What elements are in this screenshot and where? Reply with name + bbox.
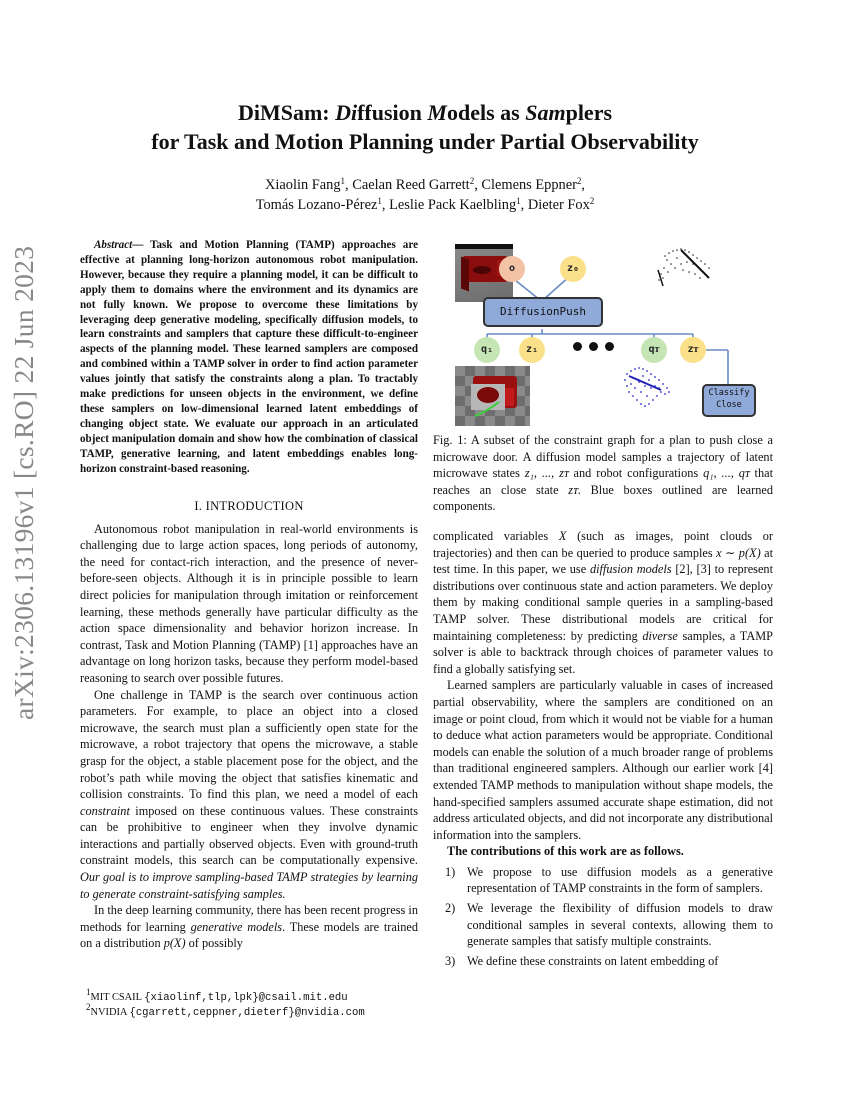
abstract	[80, 238, 418, 477]
author-name: Clemens Eppner	[481, 177, 577, 193]
contribution-item	[433, 900, 773, 950]
item-number: 2)	[445, 901, 456, 916]
item-number: 3)	[445, 953, 456, 968]
caption-label: Fig. 1:	[433, 433, 467, 447]
affiliation-mark: 1	[340, 176, 346, 186]
intro-paragraph-3-continued	[433, 528, 773, 677]
separator: ,	[581, 177, 586, 193]
point-cloud-top	[658, 248, 710, 286]
affiliation-mark: 2	[589, 196, 595, 206]
author	[352, 177, 481, 193]
authors-line-1	[0, 175, 850, 195]
math-variable: X	[558, 529, 567, 543]
footnote-affiliation-2	[86, 1001, 426, 1021]
paragraph-text: complicated variables	[433, 529, 559, 543]
paper-title	[0, 98, 850, 156]
microwave-push-image	[455, 366, 530, 426]
title-part-italic: Di	[335, 100, 358, 125]
paragraph-text: [2], [3] to represent distributions over continuous state and action parameters. We deploy them by making conditional sample queries in a sampling-based TAMP solver. These distributional models are critical for maintaining completeness: by predicting	[433, 562, 773, 643]
intro-paragraph-1: Autonomous robot manipulation in real-world environments is challenging due to large action spaces, long periods of autonomy, the need for contact-rich interaction, and the presence of never-before-seen objects. Although it is in principle possible to learn direct policies for manipulation through imitation or reinforcement learning, these methods generally have particular difficulty as the action space dimensionality and behavior horizon increase. In contrast, Task and Motion Planning (TAMP) [1] approaches have an advantage on long horizon tasks, because they perform model-based reasoning to search over possible futures.	[80, 521, 418, 685]
contributions-list	[433, 864, 773, 970]
ellipsis-dot	[573, 342, 582, 351]
author	[528, 197, 594, 213]
math-sample: x ∼ p(X)	[716, 545, 761, 560]
figure-1-caption	[433, 432, 773, 515]
emphasis: diffusion models	[589, 562, 672, 577]
item-number: 1)	[445, 864, 456, 879]
emphasis: constraint	[80, 803, 130, 818]
emphasis: generative models	[190, 919, 283, 934]
diffusion-push-box	[483, 297, 603, 327]
title-part: ffusion	[357, 100, 428, 125]
diffusion-push-label: DiffusionPush	[499, 305, 587, 318]
math-latent-states: z₁, ..., zᴛ	[524, 466, 569, 481]
separator: ,	[381, 197, 390, 213]
title-part: DiMSam:	[237, 100, 336, 125]
observation-node-o: o	[499, 256, 525, 282]
contributions-heading: The contributions of this work are as follows.	[447, 844, 684, 859]
emphasis: diverse	[642, 628, 678, 643]
point-cloud-bottom	[624, 367, 670, 407]
author-name: Leslie Pack Kaelbling	[389, 197, 517, 213]
affiliation-emails: {cgarrett,ceppner,dieterf}@nvidia.com	[129, 1006, 365, 1019]
config-node-q1: q₁	[474, 337, 500, 363]
title-line-2: for Task and Motion Planning under Partial Observability	[151, 129, 699, 154]
footnotes	[86, 987, 426, 1020]
footnote-affiliation-1	[86, 987, 426, 1006]
latent-node-z0: z₀	[560, 256, 586, 282]
affiliation-mark: 1	[516, 196, 521, 206]
paragraph-text: In the deep learning community, there has been recent progress in methods for learning	[80, 903, 418, 934]
caption-text: A subset of the constraint graph for a plan to push close a microwave door. A diffusion model samples a trajectory of latent microwave states	[433, 433, 773, 481]
paragraph-text: (such as images, point clouds or trajectories) and then can be queried to produce samples	[433, 529, 773, 560]
right-column-body	[433, 528, 773, 972]
authors-line-2	[0, 195, 850, 215]
abstract-dash: —	[132, 239, 151, 251]
left-column-body	[80, 488, 418, 952]
paragraph-text: of possibly	[185, 936, 243, 951]
author	[389, 197, 528, 213]
paragraph-text: One challenge in TAMP is the search over continuous action parameters. For example, to place an object into a closed microwave, the search must plan a sufficiently open state for the microwave, a robot trajectory that opens the microwave, a stable grasp for the object, a stable placement pose for the object, and the robot’s path while moving the object that satisfies kinematic and collision constraints. To find this plan, we need a model of each	[80, 687, 418, 802]
title-part-italic: M	[427, 100, 447, 125]
figure-1-constraint-graph	[455, 238, 775, 428]
ellipsis-dot	[589, 342, 598, 351]
push-trajectory-arrow	[455, 366, 530, 426]
ellipsis-dot	[605, 342, 614, 351]
separator: ,	[520, 197, 528, 213]
title-part-italic: Sam	[525, 100, 566, 125]
section-heading-introduction: I. INTRODUCTION	[194, 499, 304, 513]
author	[256, 197, 389, 213]
item-text: We leverage the flexibility of diffusion models to draw conditional samples in several contexts, allowing them to generate samples that satisfy multiple constraints.	[467, 901, 773, 949]
intro-paragraph-3	[80, 902, 418, 952]
caption-text: that reaches an close state	[433, 466, 773, 497]
intro-paragraph-2	[80, 687, 418, 903]
paragraph-text: at test time. In this paper, we use	[433, 545, 774, 577]
paragraph-text: samples, a TAMP solver is able to backtrack through choices of parameter values to find a globally satisfying set.	[433, 628, 773, 676]
classify-label: Classify	[708, 388, 750, 398]
close-label: Close	[716, 400, 742, 410]
abstract-paragraph	[80, 238, 418, 477]
contribution-item	[433, 953, 773, 970]
footnote-mark: 1	[86, 987, 91, 997]
author-name: Tomás Lozano-Pérez	[255, 197, 378, 213]
author	[265, 177, 352, 193]
item-text: We define these constraints on latent embedding of	[467, 953, 719, 968]
affiliation-mark: 2	[576, 176, 582, 186]
goal-statement: Our goal is to improve sampling-based TAMP strategies by learning to generate constraint-satisfying samples.	[80, 870, 418, 901]
affiliation-emails: {xiaolinf,tlp,lpk}@csail.mit.edu	[144, 992, 348, 1004]
intro-paragraph-4: Learned samplers are particularly valuable in cases of increased partial observability, where the samplers are conditioned on an image or point cloud, from which it would not be viable for a human to deduce what action parameters would be appropriate. Conditional models can enable the solution of a much broader range of problems than traditional engineered samplers. Although our earlier work [4] extended TAMP methods to manipulation without shape models, the hand-specified samplers assumed accurate shape estimation, did not address articulated objects, and did not incorporate any distributional information into the samplers.	[433, 678, 773, 842]
item-text: We propose to use diffusion models as a generative representation of TAMP constraints in the form of samplers.	[467, 864, 773, 896]
latent-node-z1: z₁	[519, 337, 545, 363]
affiliation-mark: 2	[469, 176, 475, 186]
abstract-lead: Abstract	[94, 239, 133, 251]
separator: ,	[474, 177, 482, 193]
config-node-qT: qᴛ	[641, 337, 667, 363]
caption-text: . Blue boxes outlined are learned components.	[433, 482, 773, 514]
abstract-text: Task and Motion Planning (TAMP) approaches are effective at planning long-horizon autonomous robot manipulation. However, because they require a planning model, it can be difficult to apply them to domains where the environment and its dynamics are not fully known. We propose to overcome these limitations by leveraging deep generative modeling, specifically diffusion models, to learn constraints and samplers that capture these difficult-to-engineer aspects of the planning model. These learned samplers are composed and combined within a TAMP solver in order to find action parameter values jointly that satisfy the constraints along a plan. To tractably make predictions for unseen objects in the environment, we define these samplers on low-dimensional learned latent embeddings of changing object state. We evaluate our approach in an articulated object manipulation domain and show how the combination of classical TAMP, generative learning, and latent embeddings enables long-horizon constraint-based reasoning.	[80, 239, 418, 475]
latent-node-zT: zᴛ	[680, 337, 706, 363]
contribution-item	[433, 864, 773, 897]
paragraph-text: imposed on these continuous values. These constraints can be prohibitive to engineer when they involve dynamic interactions and partially observed objects. Even with ground-truth constraint models, this search can be computationally expensive.	[80, 803, 418, 868]
author-name: Caelan Reed Garrett	[352, 177, 470, 193]
footnote-mark: 2	[86, 1001, 91, 1012]
title-line-1	[0, 98, 850, 127]
math-distribution: p(X)	[163, 936, 186, 951]
math-final-state: zᴛ	[568, 482, 578, 497]
separator: ,	[345, 177, 353, 193]
author-name: Dieter Fox	[527, 197, 590, 213]
affiliation-mark: 1	[377, 196, 382, 206]
affiliation-org: NVIDIA	[90, 1006, 130, 1018]
title-part: odels as	[446, 100, 526, 125]
title-part: plers	[565, 100, 613, 125]
affiliation-org: MIT CSAIL	[90, 992, 145, 1003]
author-name: Xiaolin Fang	[264, 177, 341, 193]
classify-close-box	[702, 384, 756, 417]
math-configurations: q₁, ..., qᴛ	[703, 466, 750, 481]
arxiv-identifier-stamp: arXiv:2306.13196v1 [cs.RO] 22 Jun 2023	[8, 245, 39, 720]
paragraph-text: . These models are trained on a distribution	[80, 919, 418, 951]
author-list	[0, 175, 850, 215]
author	[481, 177, 585, 193]
caption-text: and robot configurations	[568, 466, 704, 481]
